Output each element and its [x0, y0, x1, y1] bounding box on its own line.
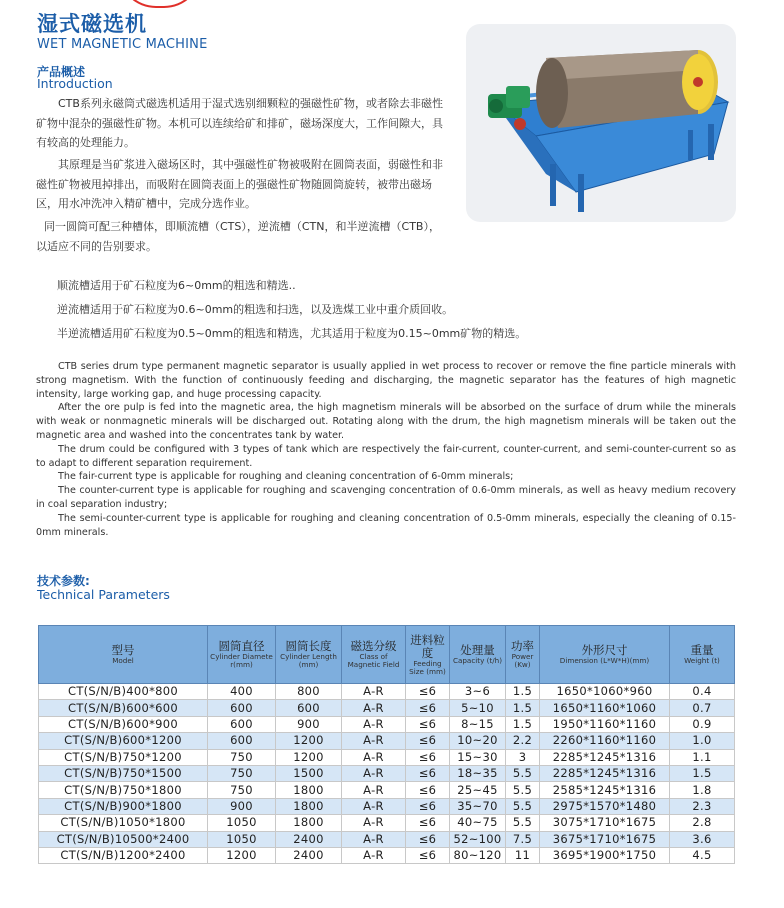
- column-header: 圆筒长度 Cylinder Length (mm): [276, 626, 342, 684]
- magnetic-separator-illustration: [466, 24, 736, 222]
- table-cell: 3~6: [450, 684, 506, 700]
- english-paragraph: After the ore pulp is fed into the magnetic area, the high magnetism minerals will be absorbed on the surface of drum while the minerals with weak or nonmagnetic minerals will be discharged out. Rotating along with the drum, the high magnetism minerals will be taken out the magnetic area and washed into the concentrates tank by water.: [36, 402, 736, 441]
- table-cell: 1.5: [670, 765, 735, 781]
- table-cell: 11: [506, 847, 540, 863]
- table-cell: 600: [208, 700, 276, 716]
- table-cell: 1650*1160*1060: [540, 700, 670, 716]
- table-cell: 5.5: [506, 815, 540, 831]
- table-cell: 600: [276, 700, 342, 716]
- page-title-en: WET MAGNETIC MACHINE: [37, 37, 208, 52]
- table-cell: 1950*1160*1160: [540, 716, 670, 732]
- table-cell: 600: [208, 733, 276, 749]
- table-cell: 35~70: [450, 798, 506, 814]
- tech-heading-cn: 技术参数:: [37, 574, 90, 588]
- table-cell: ≤6: [406, 815, 450, 831]
- table-cell: 2285*1245*1316: [540, 749, 670, 765]
- table-cell: A-R: [342, 815, 406, 831]
- tank-line-fair-current: 顺流槽适用于矿石粒度为6~0mm的粗选和精选..: [57, 279, 296, 292]
- column-header: 进料粒度 Feeding Size (mm): [406, 626, 450, 684]
- table-cell: 5.5: [506, 782, 540, 798]
- table-cell: 1200: [276, 749, 342, 765]
- table-cell: 5~10: [450, 700, 506, 716]
- table-cell: 2.8: [670, 815, 735, 831]
- column-header: 功率 Power (Kw): [506, 626, 540, 684]
- table-cell: 2.3: [670, 798, 735, 814]
- table-row: [39, 798, 735, 814]
- table-cell: ≤6: [406, 765, 450, 781]
- model-cell: CT(S/N/B)400*800: [39, 684, 208, 700]
- table-cell: 2285*1245*1316: [540, 765, 670, 781]
- table-cell: 52~100: [450, 831, 506, 847]
- table-row: [39, 716, 735, 732]
- table-cell: 80~120: [450, 847, 506, 863]
- table-cell: ≤6: [406, 749, 450, 765]
- english-paragraph: CTB series drum type permanent magnetic separator is usually applied in wet process to recover or remove the fine particle minerals with strong magnetism. With the function of continuously feeding and discharging, the magnetic separator has the features of high magnetic intensity, large working gap, and huge processing capacity.: [36, 361, 736, 400]
- table-cell: A-R: [342, 684, 406, 700]
- table-cell: 4.5: [670, 847, 735, 863]
- table-cell: 1800: [276, 815, 342, 831]
- table-cell: A-R: [342, 733, 406, 749]
- table-cell: 0.4: [670, 684, 735, 700]
- table-cell: 0.9: [670, 716, 735, 732]
- table-cell: ≤6: [406, 847, 450, 863]
- table-cell: 2975*1570*1480: [540, 798, 670, 814]
- table-row: [39, 815, 735, 831]
- table-cell: 800: [276, 684, 342, 700]
- english-paragraph: The semi-counter-current type is applicable for roughing and cleaning concentration of 0.5-0mm minerals, especially the cleaning of 0.15-0mm minerals.: [36, 512, 736, 538]
- model-cell: CT(S/N/B)600*600: [39, 700, 208, 716]
- table-cell: 400: [208, 684, 276, 700]
- table-cell: 1800: [276, 782, 342, 798]
- table-cell: 1200: [276, 733, 342, 749]
- table-cell: ≤6: [406, 782, 450, 798]
- model-cell: CT(S/N/B)1200*2400: [39, 847, 208, 863]
- table-cell: 5.5: [506, 765, 540, 781]
- table-cell: A-R: [342, 765, 406, 781]
- technical-parameters-table: [38, 625, 735, 864]
- model-cell: CT(S/N/B)600*900: [39, 716, 208, 732]
- tank-line-semi-counter-current: 半逆流槽适用矿石粒度为0.5~0mm的粗选和精选，尤其适用于粒度为0.15~0mm矿物的精选。: [57, 327, 527, 340]
- table-row: [39, 782, 735, 798]
- model-cell: CT(S/N/B)750*1200: [39, 749, 208, 765]
- decorative-arc: [118, 0, 202, 8]
- table-row: [39, 765, 735, 781]
- table-cell: 2400: [276, 847, 342, 863]
- page-title-cn: 湿式磁选机: [37, 12, 147, 36]
- table-cell: 1650*1060*960: [540, 684, 670, 700]
- table-cell: 1200: [208, 847, 276, 863]
- table-cell: 3695*1900*1750: [540, 847, 670, 863]
- table-cell: A-R: [342, 831, 406, 847]
- column-header: 外形尺寸 Dimension (L*W*H)(mm): [540, 626, 670, 684]
- intro-paragraph-2: 其原理是当矿浆进入磁场区时，其中强磁性矿物被吸附在圆筒表面，弱磁性和非磁性矿物被甩掉排出，而吸附在圆筒表面上的强磁性矿物随圆筒旋转，被带出磁场区，用水冲洗冲入精矿槽中，完成分选作业。: [36, 158, 443, 210]
- model-cell: CT(S/N/B)600*1200: [39, 733, 208, 749]
- table-cell: 750: [208, 782, 276, 798]
- machine-photo: [466, 24, 736, 222]
- table-cell: 25~45: [450, 782, 506, 798]
- table-cell: 10~20: [450, 733, 506, 749]
- table-cell: 1800: [276, 798, 342, 814]
- model-cell: CT(S/N/B)10500*2400: [39, 831, 208, 847]
- table-row: [39, 684, 735, 700]
- column-header: 型号 Model: [39, 626, 208, 684]
- table-cell: 600: [208, 716, 276, 732]
- intro-heading-cn: 产品概述: [37, 65, 86, 79]
- model-cell: CT(S/N/B)750*1500: [39, 765, 208, 781]
- english-paragraph: The fair-current type is applicable for roughing and cleaning concentration of 6-0mm minerals;: [58, 471, 514, 483]
- table-cell: A-R: [342, 700, 406, 716]
- table-cell: 3.6: [670, 831, 735, 847]
- table-cell: 3675*1710*1675: [540, 831, 670, 847]
- table-cell: 750: [208, 765, 276, 781]
- table-cell: ≤6: [406, 831, 450, 847]
- table-cell: 1.8: [670, 782, 735, 798]
- table-cell: 1.0: [670, 733, 735, 749]
- table-cell: 8~15: [450, 716, 506, 732]
- table-cell: 1050: [208, 831, 276, 847]
- intro-heading-en: Introduction: [37, 76, 113, 91]
- table-cell: 2400: [276, 831, 342, 847]
- tech-heading-en: Technical Parameters: [37, 587, 170, 602]
- table-cell: 900: [208, 798, 276, 814]
- intro-paragraph-3: 同一圆筒可配三种槽体，即顺流槽（CTS），逆流槽（CTN，和半逆流槽（CTB），以适应不同的告别要求。: [36, 220, 440, 253]
- column-header: 圆筒直径 Cylinder Diamete r(mm): [208, 626, 276, 684]
- table-cell: 2585*1245*1316: [540, 782, 670, 798]
- table-header-row: [39, 626, 735, 684]
- table-cell: 2260*1160*1160: [540, 733, 670, 749]
- tank-line-counter-current: 逆流槽适用于矿石粒度为0.6~0mm的粗选和扫选，以及选煤工业中重介质回收。: [57, 303, 454, 316]
- table-cell: ≤6: [406, 798, 450, 814]
- table-cell: 15~30: [450, 749, 506, 765]
- intro-paragraph-1: CTB系列永磁筒式磁选机适用于湿式选别细颗粒的强磁性矿物，或者除去非磁性矿物中混杂的强磁性矿物。本机可以连续给矿和排矿，磁场深度大，工作间隙大，具有较高的处理能力。: [36, 97, 443, 149]
- table-cell: ≤6: [406, 733, 450, 749]
- table-cell: ≤6: [406, 716, 450, 732]
- table-cell: 1500: [276, 765, 342, 781]
- table-cell: 1050: [208, 815, 276, 831]
- table-cell: 40~75: [450, 815, 506, 831]
- table-cell: A-R: [342, 782, 406, 798]
- column-header: 磁选分级 Class of Magnetic Field: [342, 626, 406, 684]
- table-cell: 1.5: [506, 684, 540, 700]
- table-cell: 3075*1710*1675: [540, 815, 670, 831]
- table-row: [39, 749, 735, 765]
- table-cell: 1.5: [506, 716, 540, 732]
- model-cell: CT(S/N/B)750*1800: [39, 782, 208, 798]
- table-cell: 1.1: [670, 749, 735, 765]
- table-row: [39, 831, 735, 847]
- table-row: [39, 700, 735, 716]
- table-cell: A-R: [342, 749, 406, 765]
- table-cell: 5.5: [506, 798, 540, 814]
- table-cell: 750: [208, 749, 276, 765]
- table-cell: 7.5: [506, 831, 540, 847]
- table-row: [39, 847, 735, 863]
- model-cell: CT(S/N/B)900*1800: [39, 798, 208, 814]
- column-header: 处理量 Capacity (t/h): [450, 626, 506, 684]
- table-body: [39, 684, 735, 864]
- table-cell: 1.5: [506, 700, 540, 716]
- table-cell: A-R: [342, 716, 406, 732]
- table-cell: ≤6: [406, 700, 450, 716]
- table-cell: 18~35: [450, 765, 506, 781]
- table-cell: 3: [506, 749, 540, 765]
- column-header: 重量 Weight (t): [670, 626, 735, 684]
- table-cell: 900: [276, 716, 342, 732]
- table-row: [39, 733, 735, 749]
- table-cell: 0.7: [670, 700, 735, 716]
- english-description: [36, 360, 736, 539]
- english-paragraph: The counter-current type is applicable for roughing and scavenging concentration of 0.6-0mm minerals, as well as heavy medium recovery in coal separation industry;: [36, 485, 736, 510]
- table-cell: ≤6: [406, 684, 450, 700]
- english-paragraph: The drum could be configured with 3 types of tank which are respectively the fair-current, counter-current, and semi-counter-current so as to adapt to different separation requirement.: [36, 443, 736, 469]
- model-cell: CT(S/N/B)1050*1800: [39, 815, 208, 831]
- table-cell: 2.2: [506, 733, 540, 749]
- table-cell: A-R: [342, 798, 406, 814]
- table-cell: A-R: [342, 847, 406, 863]
